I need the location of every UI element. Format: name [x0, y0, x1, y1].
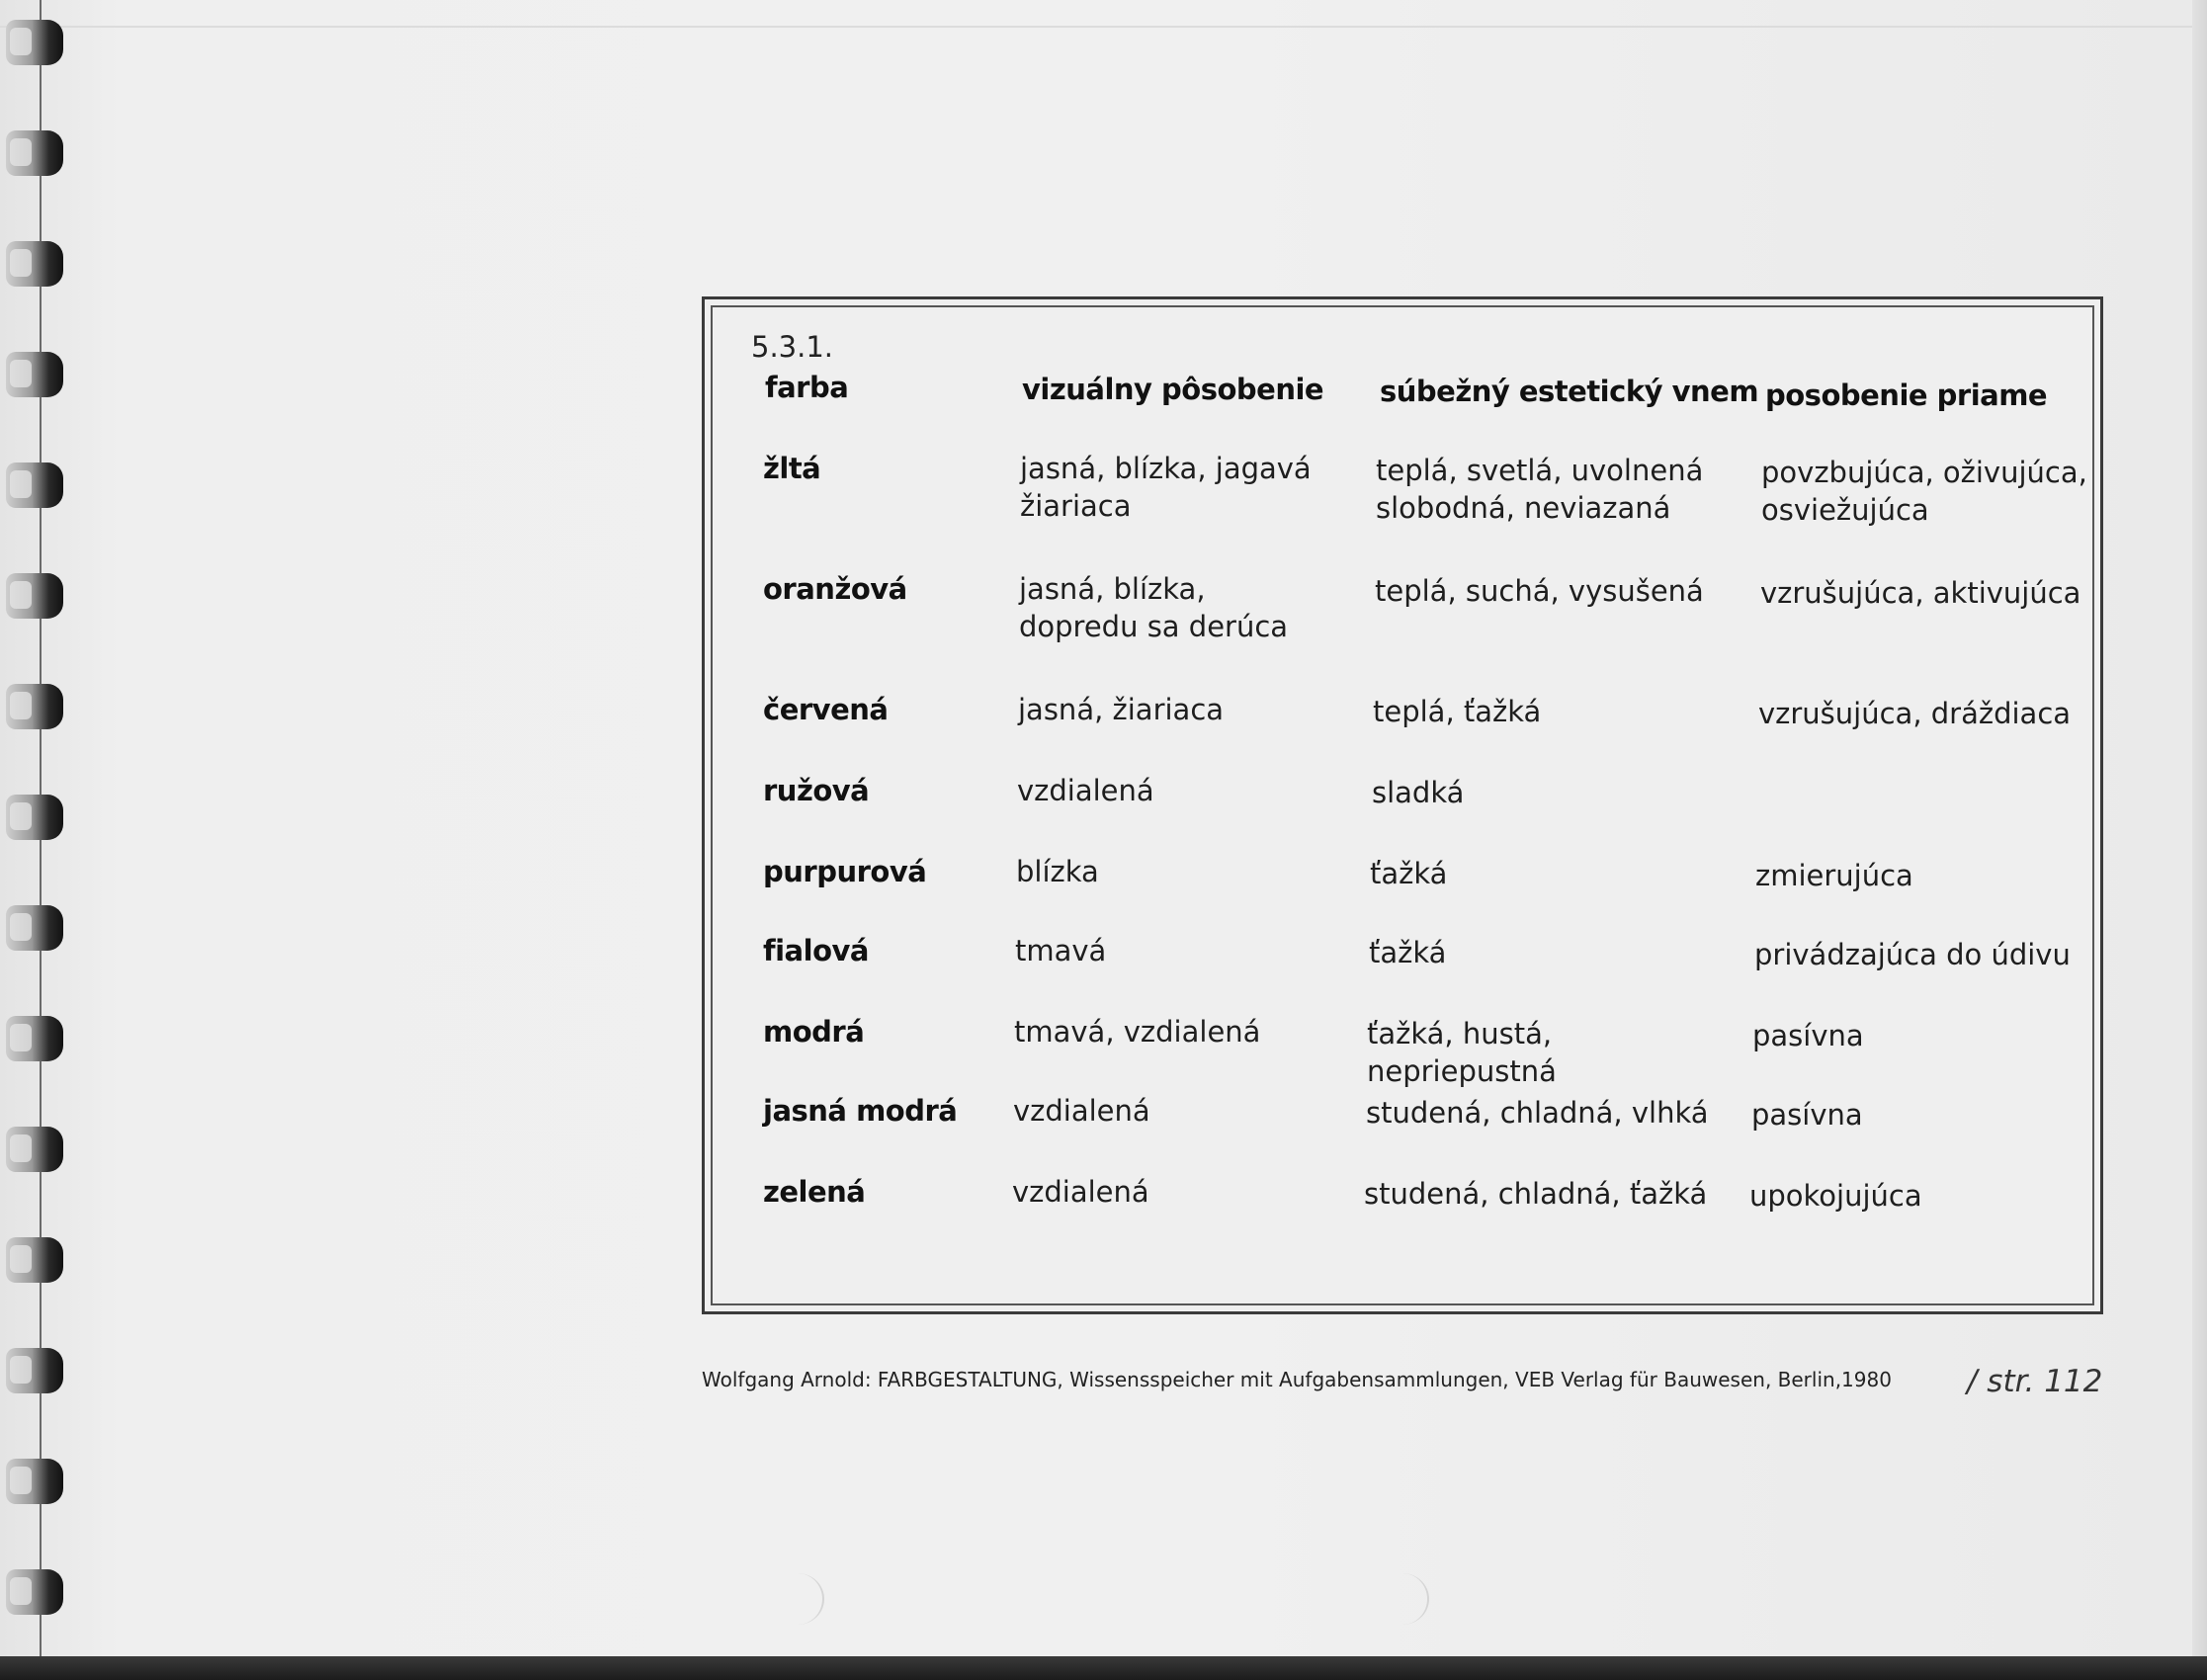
row-effect: privádzajúca do údivu: [1754, 938, 2071, 971]
binding-ring: [0, 10, 69, 75]
binding-ring: [0, 563, 69, 629]
row-color: zelená: [763, 1175, 866, 1209]
header-visual: vizuálny pôsobenie: [1022, 373, 1324, 406]
binding-ring: [0, 674, 69, 739]
row-aesthetic: teplá, suchá, vysušená: [1375, 574, 1704, 608]
row-visual: jasná, blízka,: [1019, 572, 1206, 606]
row-effect: osviežujúca: [1761, 493, 1929, 527]
row-color: oranžová: [763, 572, 907, 606]
binding-ring: [0, 453, 69, 518]
row-color: červená: [763, 693, 889, 726]
row-effect: vzrušujúca, dráždiaca: [1758, 697, 2072, 730]
binding-ring: [0, 342, 69, 407]
header-color: farba: [765, 371, 849, 404]
binding-ring-highlight: [10, 1245, 32, 1273]
binding-ring: [0, 1006, 69, 1071]
header-effect: posobenie priame: [1765, 378, 2048, 412]
row-effect: zmierujúca: [1755, 859, 1913, 892]
row-aesthetic: sladká: [1372, 776, 1465, 809]
row-aesthetic: teplá, svetlá, uvolnená: [1376, 454, 1704, 487]
binding-ring: [0, 1449, 69, 1514]
row-aesthetic: ťažká, hustá,: [1367, 1017, 1553, 1050]
row-visual: jasná, žiariaca: [1018, 693, 1225, 726]
header-aesthetic: súbežný estetický vnem: [1380, 375, 1759, 408]
page-reference: / str. 112: [1967, 1364, 2103, 1399]
binding-ring: [0, 121, 69, 186]
row-effect: upokojujúca: [1749, 1179, 1922, 1213]
row-visual: vzdialená: [1012, 1175, 1149, 1209]
row-aesthetic: ťažká: [1370, 857, 1448, 890]
page-right-edge: [2192, 0, 2207, 1680]
row-aesthetic: teplá, ťažká: [1373, 695, 1542, 728]
row-color: fialová: [763, 934, 869, 967]
binding-ring-highlight: [10, 138, 32, 166]
binding-ring-highlight: [10, 470, 32, 498]
row-visual: vzdialená: [1013, 1094, 1150, 1128]
binding-ring: [0, 1338, 69, 1403]
row-visual: dopredu sa derúca: [1019, 610, 1289, 643]
binding-ring-highlight: [10, 249, 32, 277]
row-visual: jasná, blízka, jagavá: [1020, 452, 1312, 485]
scan-bottom-edge: [0, 1656, 2207, 1680]
binding-ring-highlight: [10, 692, 32, 719]
spiral-binding: [0, 0, 79, 1680]
row-aesthetic: studená, chladná, vlhká: [1366, 1096, 1709, 1130]
row-aesthetic: slobodná, neviazaná: [1376, 491, 1671, 525]
binding-ring-highlight: [10, 1024, 32, 1051]
row-visual: žiariaca: [1020, 489, 1132, 523]
binding-ring: [0, 785, 69, 850]
binding-ring: [0, 895, 69, 961]
binding-ring-highlight: [10, 802, 32, 830]
binding-ring-highlight: [10, 28, 32, 55]
row-color: jasná modrá: [763, 1094, 958, 1128]
punch-hole: [771, 1573, 824, 1625]
row-aesthetic: ťažká: [1369, 936, 1447, 969]
binding-ring-highlight: [10, 1577, 32, 1605]
binding-ring-highlight: [10, 581, 32, 609]
binding-ring-highlight: [10, 913, 32, 941]
binding-ring: [0, 1227, 69, 1293]
row-effect: pasívna: [1751, 1098, 1863, 1132]
row-visual: vzdialená: [1017, 774, 1154, 807]
binding-ring: [0, 1559, 69, 1625]
page-top-edge: [0, 26, 2207, 28]
row-effect: pasívna: [1752, 1019, 1864, 1052]
binding-ring: [0, 1117, 69, 1182]
binding-ring-highlight: [10, 1134, 32, 1162]
row-color: purpurová: [763, 855, 927, 888]
row-visual: tmavá: [1015, 934, 1107, 967]
binding-ring-highlight: [10, 360, 32, 387]
row-visual: blízka: [1016, 855, 1099, 888]
row-color: ružová: [763, 774, 870, 807]
row-visual: tmavá, vzdialená: [1014, 1015, 1261, 1049]
punch-hole: [1376, 1573, 1429, 1625]
binding-ring-highlight: [10, 1467, 32, 1494]
binding-ring: [0, 231, 69, 296]
row-effect: vzrušujúca, aktivujúca: [1760, 576, 2081, 610]
row-color: žltá: [763, 452, 821, 485]
row-effect: povzbujúca, oživujúca,: [1761, 456, 2087, 489]
binding-ring-highlight: [10, 1356, 32, 1384]
row-aesthetic: nepriepustná: [1367, 1054, 1557, 1088]
figure-label: 5.3.1.: [751, 330, 834, 364]
row-color: modrá: [763, 1015, 865, 1049]
row-aesthetic: studená, chladná, ťažká: [1364, 1177, 1708, 1211]
source-citation: Wolfgang Arnold: FARBGESTALTUNG, Wissensspeicher mit Aufgabensammlungen, VEB Verlag für Bauwesen, Berlin,1980: [702, 1368, 1892, 1391]
